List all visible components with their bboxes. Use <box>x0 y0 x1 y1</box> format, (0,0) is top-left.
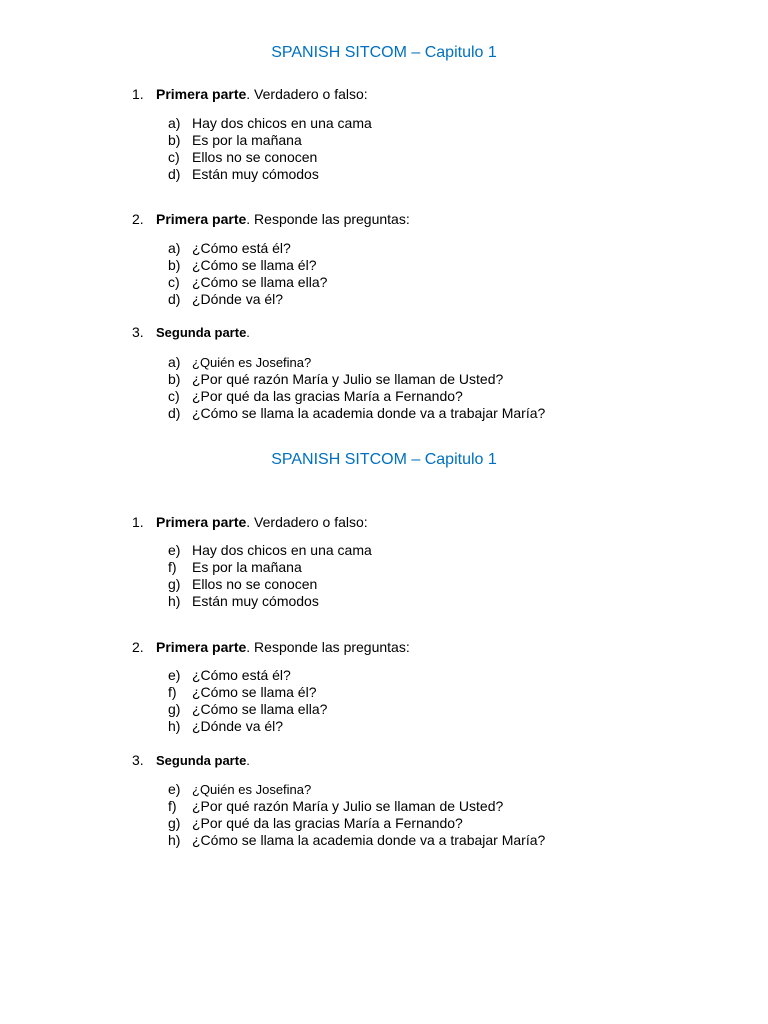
item-text: ¿Quién es Josefina? <box>192 355 312 370</box>
question-instruction: . Verdadero o falso: <box>246 514 368 530</box>
item-letter: h) <box>168 593 181 609</box>
list-item <box>168 354 545 371</box>
worksheet-title: SPANISH SITCOM – Capitulo 1 <box>271 44 497 61</box>
item-text: Ellos no se conocen <box>192 149 318 165</box>
item-text: Hay dos chicos en una cama <box>192 115 372 131</box>
question-instruction: . Verdadero o falso: <box>246 86 368 102</box>
item-letter: h) <box>168 832 181 848</box>
worksheet-title: SPANISH SITCOM – Capitulo 1 <box>271 451 497 468</box>
question-3-items <box>168 781 545 849</box>
question-1-items <box>168 542 372 610</box>
question-1-heading <box>132 86 368 102</box>
question-2-items <box>168 240 327 308</box>
item-text: ¿Cómo se llama ella? <box>192 701 328 717</box>
item-text: Ellos no se conocen <box>192 576 318 592</box>
item-text: ¿Cómo se llama la academia donde va a trabajar María? <box>192 405 546 421</box>
item-letter: a) <box>168 354 181 370</box>
question-number: 1. <box>132 86 144 102</box>
list-item <box>168 257 327 274</box>
list-item <box>168 149 372 166</box>
question-number: 1. <box>132 514 144 530</box>
item-letter: d) <box>168 166 181 182</box>
list-item <box>168 684 327 701</box>
list-item <box>168 166 372 183</box>
list-item <box>168 593 372 610</box>
item-letter: f) <box>168 798 177 814</box>
item-text: ¿Cómo está él? <box>192 667 291 683</box>
list-item <box>168 559 372 576</box>
item-text: ¿Por qué da las gracias María a Fernando? <box>192 815 463 831</box>
question-number: 2. <box>132 211 144 227</box>
question-3-heading <box>132 324 250 341</box>
item-letter: b) <box>168 371 181 387</box>
item-letter: g) <box>168 815 181 831</box>
question-part: Primera parte <box>156 639 247 655</box>
list-item <box>168 576 372 593</box>
item-letter: f) <box>168 559 177 575</box>
item-letter: b) <box>168 132 181 148</box>
item-letter: a) <box>168 240 181 256</box>
question-instruction: . <box>246 325 250 340</box>
item-text: ¿Por qué razón María y Julio se llaman de Usted? <box>192 798 504 814</box>
item-letter: h) <box>168 718 181 734</box>
list-item <box>168 132 372 149</box>
list-item <box>168 667 327 684</box>
question-2-heading <box>132 639 410 655</box>
list-item <box>168 115 372 132</box>
item-letter: e) <box>168 781 181 797</box>
item-text: ¿Cómo se llama ella? <box>192 274 328 290</box>
question-1-heading <box>132 514 368 530</box>
question-2-items <box>168 667 327 735</box>
question-part: Segunda parte <box>156 325 247 340</box>
list-item <box>168 542 372 559</box>
question-2-heading <box>132 211 410 227</box>
question-instruction: . Responde las preguntas: <box>246 639 410 655</box>
item-letter: d) <box>168 405 181 421</box>
question-3-items <box>168 354 545 422</box>
list-item <box>168 832 545 849</box>
item-letter: d) <box>168 291 181 307</box>
list-item <box>168 781 545 798</box>
item-text: ¿Cómo está él? <box>192 240 291 256</box>
item-letter: a) <box>168 115 181 131</box>
question-instruction: . Responde las preguntas: <box>246 211 410 227</box>
question-part: Primera parte <box>156 86 247 102</box>
item-text: Es por la mañana <box>192 132 302 148</box>
question-number: 3. <box>132 324 144 340</box>
list-item <box>168 274 327 291</box>
item-letter: c) <box>168 388 180 404</box>
list-item <box>168 701 327 718</box>
item-letter: g) <box>168 701 181 717</box>
item-text: ¿Dónde va él? <box>192 291 284 307</box>
item-letter: e) <box>168 542 181 558</box>
question-number: 2. <box>132 639 144 655</box>
list-item <box>168 371 545 388</box>
item-text: ¿Por qué razón María y Julio se llaman de Usted? <box>192 371 504 387</box>
question-part: Primera parte <box>156 514 247 530</box>
item-letter: c) <box>168 274 180 290</box>
list-item <box>168 388 545 405</box>
question-part: Primera parte <box>156 211 247 227</box>
question-part: Segunda parte <box>156 753 247 768</box>
question-1-items <box>168 115 372 183</box>
list-item <box>168 405 545 422</box>
item-text: Están muy cómodos <box>192 166 319 182</box>
item-letter: c) <box>168 149 180 165</box>
item-text: ¿Cómo se llama la academia donde va a trabajar María? <box>192 832 546 848</box>
question-instruction: . <box>246 753 250 768</box>
list-item <box>168 718 327 735</box>
list-item <box>168 798 545 815</box>
item-text: Es por la mañana <box>192 559 302 575</box>
question-number: 3. <box>132 752 144 768</box>
item-text: Hay dos chicos en una cama <box>192 542 372 558</box>
item-text: ¿Por qué da las gracias María a Fernando? <box>192 388 463 404</box>
list-item <box>168 240 327 257</box>
list-item <box>168 815 545 832</box>
item-letter: f) <box>168 684 177 700</box>
item-text: ¿Dónde va él? <box>192 718 284 734</box>
item-letter: b) <box>168 257 181 273</box>
item-text: ¿Cómo se llama él? <box>192 684 317 700</box>
item-letter: e) <box>168 667 181 683</box>
item-text: ¿Quién es Josefina? <box>192 782 312 797</box>
item-text: ¿Cómo se llama él? <box>192 257 317 273</box>
item-text: Están muy cómodos <box>192 593 319 609</box>
item-letter: g) <box>168 576 181 592</box>
question-3-heading <box>132 752 250 769</box>
list-item <box>168 291 327 308</box>
